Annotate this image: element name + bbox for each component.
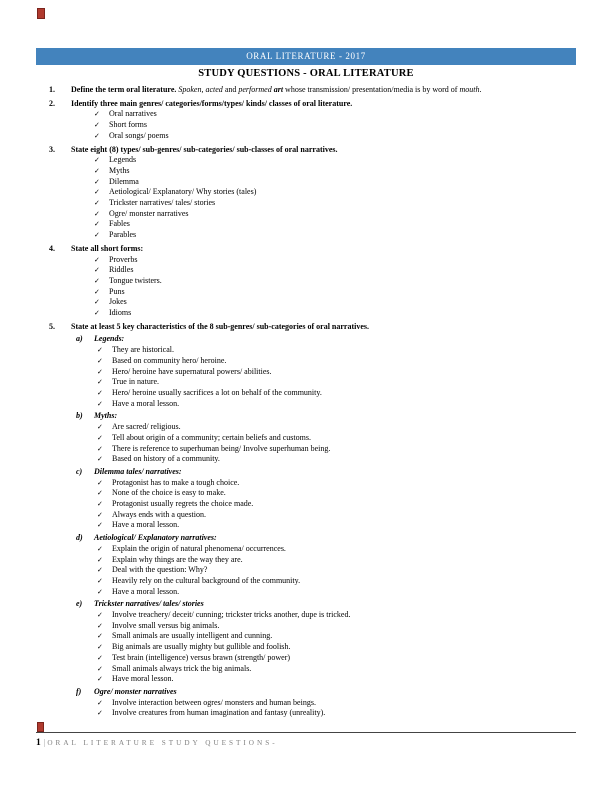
checklist-item-text: They are historical. — [112, 345, 174, 355]
checklist-item-text: Involve treachery/ deceit/ cunning; trickster tricks another, dupe is tricked. — [112, 610, 351, 620]
subsection-letter: d) — [76, 533, 83, 543]
footer-page-number: 1 — [36, 738, 41, 748]
checkmark-icon: ✓ — [94, 121, 100, 130]
checkmark-icon: ✓ — [97, 643, 103, 652]
checklist-item — [36, 255, 576, 266]
checkmark-icon: ✓ — [97, 399, 103, 408]
checklist-item-text: Fables — [109, 219, 130, 229]
checkmark-icon: ✓ — [97, 455, 103, 464]
checkmark-icon: ✓ — [97, 489, 103, 498]
checklist-item — [36, 120, 576, 131]
footer-separator: | — [43, 738, 46, 747]
checkmark-icon: ✓ — [97, 356, 103, 365]
checklist-item — [36, 388, 576, 399]
checkmark-icon: ✓ — [94, 220, 100, 229]
checkmark-icon: ✓ — [97, 611, 103, 620]
checkmark-icon: ✓ — [94, 199, 100, 208]
checklist — [36, 155, 576, 241]
subsection-heading — [36, 411, 576, 422]
checklist-item — [36, 555, 576, 566]
checklist-item-text: Explain the origin of natural phenomena/ occurrences. — [112, 543, 286, 553]
checkmark-icon: ✓ — [97, 709, 103, 718]
checkmark-icon: ✓ — [97, 576, 103, 585]
subsection — [36, 411, 576, 465]
checklist-item-text: Based on history of a community. — [112, 454, 220, 464]
checkmark-icon: ✓ — [97, 423, 103, 432]
subsection-heading — [36, 599, 576, 610]
checklist-item-text: Aetiological/ Explanatory/ Why stories (tales) — [109, 187, 257, 197]
checklist-item — [36, 230, 576, 241]
checklist-item-text: Have a moral lesson. — [112, 520, 180, 530]
checklist-item — [36, 177, 576, 188]
subsection-title: Myths: — [94, 411, 118, 421]
checkmark-icon: ✓ — [97, 388, 103, 397]
subsection-title: Dilemma tales/ narratives: — [94, 466, 182, 476]
checklist-item — [36, 187, 576, 198]
checkmark-icon: ✓ — [94, 255, 100, 264]
question-row — [36, 99, 576, 110]
checklist-item — [36, 698, 576, 709]
checklist-item-text: Small animals always trick the big animals. — [112, 663, 252, 673]
checklist-item — [36, 198, 576, 209]
question-prompt — [71, 145, 576, 156]
question-row — [36, 85, 576, 96]
checklist-item — [36, 219, 576, 230]
subsection-title: Trickster narratives/ tales/ stories — [94, 599, 204, 609]
question-row — [36, 244, 576, 255]
checkmark-icon: ✓ — [97, 698, 103, 707]
checkmark-icon: ✓ — [94, 298, 100, 307]
checklist-item — [36, 674, 576, 685]
checklist-item-text: There is reference to superhuman being/ Involve superhuman being. — [112, 443, 331, 453]
checkmark-icon: ✓ — [97, 510, 103, 519]
checkmark-icon: ✓ — [97, 632, 103, 641]
question-number: 3. — [49, 144, 55, 154]
checklist-item — [36, 131, 576, 142]
question-number: 5. — [49, 321, 55, 331]
checklist-item-text: Oral songs/ poems — [109, 130, 169, 140]
prompt-segment: State all short forms: — [71, 243, 144, 253]
checkmark-icon: ✓ — [94, 209, 100, 218]
checklist-item-text: Involve creatures from human imagination and fantasy (unreality). — [112, 708, 326, 718]
subsection-letter: c) — [76, 466, 83, 476]
footer-text: ORAL LITERATURE STUDY QUESTIONS- — [47, 739, 278, 747]
checklist-item-text: None of the choice is easy to make. — [112, 488, 226, 498]
checklist-item-text: Have moral lesson. — [112, 674, 174, 684]
question — [36, 85, 576, 96]
checklist-item-text: True in nature. — [112, 377, 160, 387]
question-prompt — [71, 99, 576, 110]
checkmark-icon: ✓ — [97, 587, 103, 596]
question-row — [36, 322, 576, 333]
question-prompt — [71, 85, 576, 96]
subsection-letter: f) — [76, 686, 82, 696]
checklist-item-text: Have a moral lesson. — [112, 586, 180, 596]
red-artifact-mark-bottom — [37, 722, 44, 732]
checklist-item — [36, 356, 576, 367]
checklist-item-text: Dilemma — [109, 176, 139, 186]
checklist-item-text: Ogre/ monster narratives — [109, 208, 189, 218]
checklist-item — [36, 454, 576, 465]
checklist — [36, 478, 576, 532]
question-prompt — [71, 322, 576, 333]
checkmark-icon: ✓ — [94, 266, 100, 275]
prompt-segment: Define the term oral literature. — [71, 85, 179, 94]
checklist-item-text: Riddles — [109, 265, 134, 275]
checklist-item — [36, 499, 576, 510]
checklist-item — [36, 565, 576, 576]
checklist-item — [36, 166, 576, 177]
checkmark-icon: ✓ — [94, 177, 100, 186]
checklist-item — [36, 610, 576, 621]
checklist-item-text: Legends — [109, 155, 137, 165]
checklist-item — [36, 367, 576, 378]
checklist-item-text: Test brain (intelligence) versus brawn (strength/ power) — [112, 652, 291, 662]
checklist — [36, 544, 576, 598]
checklist-item — [36, 587, 576, 598]
subsection — [36, 533, 576, 597]
checklist — [36, 610, 576, 685]
checklist-item-text: Protagonist usually regrets the choice made. — [112, 499, 254, 509]
subsection — [36, 334, 576, 409]
subsection-title: Ogre/ monster narratives — [94, 686, 177, 696]
checklist-item — [36, 399, 576, 410]
checklist-item-text: Explain why things are the way they are. — [112, 554, 243, 564]
checklist-item-text: Small animals are usually intelligent and cunning. — [112, 631, 273, 641]
checkmark-icon: ✓ — [94, 156, 100, 165]
checkmark-icon: ✓ — [94, 110, 100, 119]
checklist-item-text: Trickster narratives/ tales/ stories — [109, 198, 216, 208]
checklist-item — [36, 664, 576, 675]
checklist — [36, 255, 576, 319]
prompt-segment: performed — [238, 85, 274, 94]
checklist-item-text: Short forms — [109, 120, 147, 130]
checkmark-icon: ✓ — [94, 276, 100, 285]
checklist-item — [36, 155, 576, 166]
checklist-item — [36, 520, 576, 531]
checklist-item — [36, 308, 576, 319]
checklist-item-text: Puns — [109, 286, 125, 296]
checklist-item-text: Involve small versus big animals. — [112, 620, 220, 630]
banner-text: ORAL LITERATURE - 2017 — [246, 51, 366, 61]
prompt-segment: mouth — [459, 85, 480, 94]
prompt-segment: Spoken, acted — [178, 85, 223, 94]
checkmark-icon: ✓ — [97, 566, 103, 575]
question — [36, 99, 576, 142]
checklist-item — [36, 265, 576, 276]
checkmark-icon: ✓ — [97, 346, 103, 355]
checklist-item — [36, 109, 576, 120]
question-number: 1. — [49, 85, 55, 94]
checkmark-icon: ✓ — [97, 653, 103, 662]
checklist-item — [36, 433, 576, 444]
checklist-item-text: Myths — [109, 165, 130, 175]
checklist-item — [36, 510, 576, 521]
subsection-letter: e) — [76, 599, 83, 609]
checkmark-icon: ✓ — [97, 544, 103, 553]
checklist — [36, 698, 576, 719]
checkmark-icon: ✓ — [94, 131, 100, 140]
checklist-item — [36, 708, 576, 719]
checklist-item — [36, 642, 576, 653]
question — [36, 145, 576, 241]
subsection-letter: b) — [76, 411, 83, 421]
checklist — [36, 422, 576, 465]
question — [36, 244, 576, 319]
prompt-segment: Identify three main genres/ categories/forms/types/ kinds/ classes of oral literature. — [71, 98, 353, 108]
checklist-item-text: Are sacred/ religious. — [112, 422, 181, 432]
checklist-item-text: Always ends with a question. — [112, 509, 206, 519]
checklist-item — [36, 478, 576, 489]
checklist-item — [36, 297, 576, 308]
checklist-item-text: Heavily rely on the cultural background of the community. — [112, 575, 301, 585]
subsection-heading — [36, 533, 576, 544]
checklist-item-text: Hero/ heroine usually sacrifices a lot on behalf of the community. — [112, 387, 322, 397]
prompt-segment: State at least 5 key characteristics of the 8 sub-genres/ sub-categories of oral narratives. — [71, 321, 370, 331]
subsection — [36, 599, 576, 685]
checkmark-icon: ✓ — [94, 188, 100, 197]
checklist-item-text: Big animals are usually mighty but gullible and foolish. — [112, 642, 291, 652]
checklist-item — [36, 422, 576, 433]
checkmark-icon: ✓ — [97, 664, 103, 673]
subsection-title: Legends: — [94, 334, 125, 344]
checklist-item — [36, 377, 576, 388]
checklist-item-text: Deal with the question: Why? — [112, 565, 208, 575]
checkmark-icon: ✓ — [97, 367, 103, 376]
prompt-segment: . — [479, 85, 482, 94]
checklist-item-text: Idioms — [109, 308, 132, 318]
checkmark-icon: ✓ — [97, 478, 103, 487]
page-title: STUDY QUESTIONS - ORAL LITERATURE — [198, 68, 414, 79]
prompt-segment: and — [222, 85, 239, 94]
checklist-item — [36, 653, 576, 664]
subsection — [36, 687, 576, 719]
checklist — [36, 109, 576, 141]
checkmark-icon: ✓ — [94, 287, 100, 296]
checklist-item-text: Proverbs — [109, 254, 138, 264]
checklist-item-text: Based on community hero/ heroine. — [112, 355, 227, 365]
questions-list — [36, 85, 576, 722]
question-number: 2. — [49, 98, 55, 108]
checklist — [36, 345, 576, 409]
checklist-item — [36, 209, 576, 220]
checkmark-icon: ✓ — [97, 444, 103, 453]
red-artifact-mark-top — [37, 8, 45, 19]
question-prompt — [71, 244, 576, 255]
checklist-item-text: Jokes — [109, 297, 127, 307]
checkmark-icon: ✓ — [97, 521, 103, 530]
checklist-item — [36, 631, 576, 642]
checkmark-icon: ✓ — [97, 675, 103, 684]
checkmark-icon: ✓ — [94, 231, 100, 240]
checklist-item-text: Tell about origin of a community; certain beliefs and customs. — [112, 432, 311, 442]
checklist-item — [36, 276, 576, 287]
question-row — [36, 145, 576, 156]
subsection-heading — [36, 687, 576, 698]
checklist-item-text: Parables — [109, 230, 137, 240]
checkmark-icon: ✓ — [97, 621, 103, 630]
subsection-title: Aetiological/ Explanatory narratives: — [94, 533, 217, 543]
document-banner — [36, 48, 576, 65]
checkmark-icon: ✓ — [94, 166, 100, 175]
question — [36, 322, 576, 719]
checkmark-icon: ✓ — [97, 378, 103, 387]
checklist-item — [36, 621, 576, 632]
checklist-item — [36, 345, 576, 356]
subsection-letter: a) — [76, 334, 83, 344]
prompt-segment: art — [273, 85, 284, 94]
checklist-item-text: Protagonist has to make a tough choice. — [112, 477, 240, 487]
subsection-heading — [36, 334, 576, 345]
checkmark-icon: ✓ — [97, 433, 103, 442]
checklist-item-text: Oral narratives — [109, 109, 157, 119]
checkmark-icon: ✓ — [94, 309, 100, 318]
subsection-heading — [36, 467, 576, 478]
checklist-item — [36, 576, 576, 587]
checklist-item-text: Hero/ heroine have supernatural powers/ abilities. — [112, 366, 272, 376]
checklist-item — [36, 444, 576, 455]
subsection — [36, 467, 576, 531]
question-number: 4. — [49, 243, 55, 253]
checklist-item — [36, 544, 576, 555]
page-footer — [36, 732, 576, 748]
checklist-item — [36, 488, 576, 499]
prompt-segment: State eight (8) types/ sub-genres/ sub-categories/ sub-classes of oral narratives. — [71, 144, 338, 154]
checklist-item-text: Have a moral lesson. — [112, 398, 180, 408]
prompt-segment: whose transmission/ presentation/media is by word of — [283, 85, 460, 94]
checklist-item-text: Tongue twisters. — [109, 275, 162, 285]
checkmark-icon: ✓ — [97, 500, 103, 509]
checklist-item-text: Involve interaction between ogres/ monsters and human beings. — [112, 697, 316, 707]
checklist-item — [36, 287, 576, 298]
checkmark-icon: ✓ — [97, 555, 103, 564]
